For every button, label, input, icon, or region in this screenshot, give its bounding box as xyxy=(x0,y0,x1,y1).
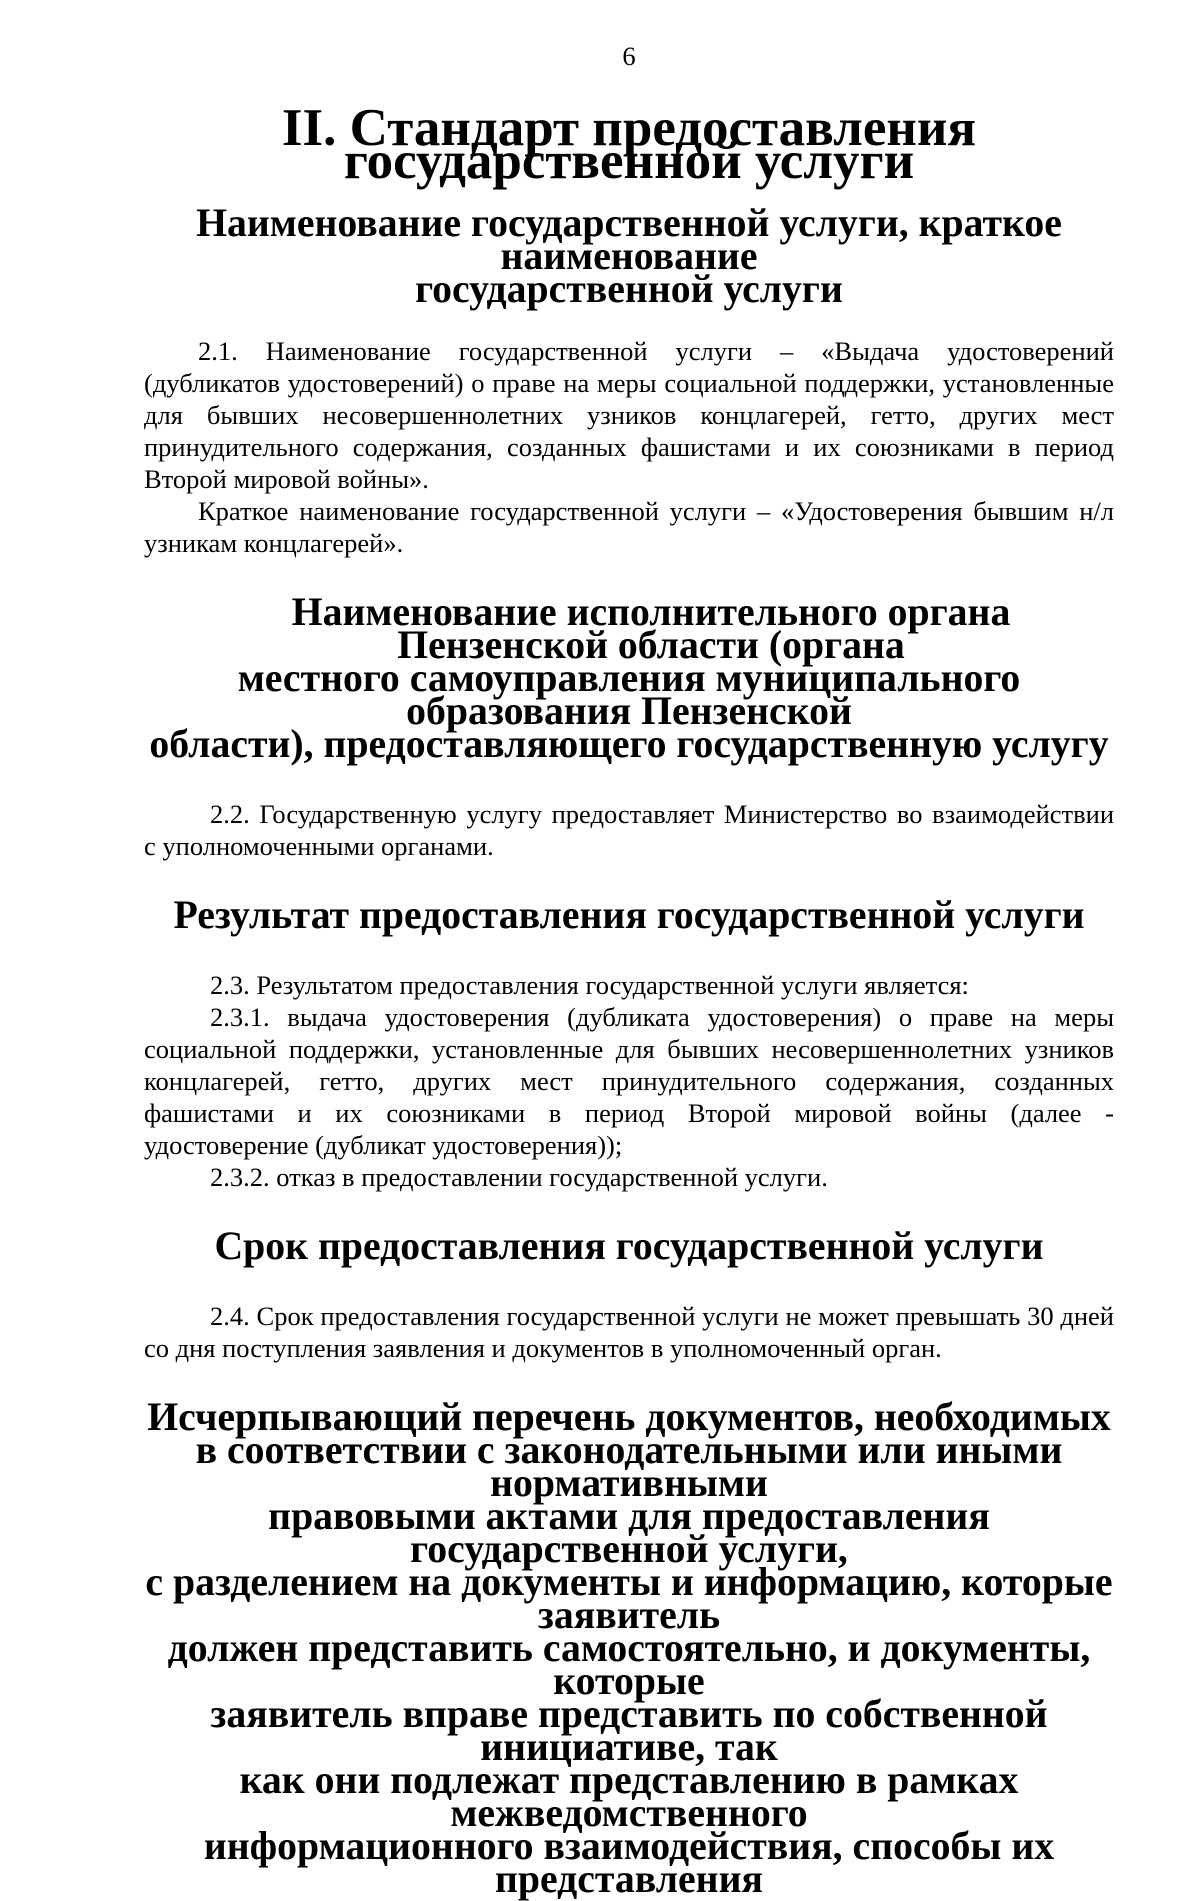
paragraph-2-3-2: 2.3.2. отказ в предоставлении государственной услуги. xyxy=(210,1162,828,1192)
heading-line: Наименование исполнительного органа Пензенской области (органа xyxy=(291,590,1011,667)
heading-line: Результат предоставления государственной услуги xyxy=(173,893,1085,937)
heading-line: с разделением на документы и информацию, которые заявитель xyxy=(145,1560,1113,1637)
paragraph-2-1: 2.1. Наименование государственной услуги – «Выдача удостоверений (дубликатов удостоверений) о праве на меры социальной поддержки, установленные для бывших несовершеннолетних узников концлагерей, гетто, других мест принудительного содержания, созданных фашистами и их союзниками в период Второй мировой войны». xyxy=(144,336,1114,494)
heading-line: в соответствии с законодательными или иными нормативными xyxy=(195,1428,1063,1505)
heading-line: области), предоставляющего государственную услугу xyxy=(149,722,1109,766)
page-number: 6 xyxy=(622,41,636,71)
section-title-text: II. Стандарт предоставления государственной услуги xyxy=(281,99,977,190)
heading-result xyxy=(144,893,1114,937)
heading-line: государственной услуги xyxy=(415,267,843,311)
paragraph-2-3: 2.3. Результатом предоставления государственной услуги является: xyxy=(210,970,969,1000)
paragraph-2-1-short-name: Краткое наименование государственной услуги – «Удостоверения бывшим н/л узникам концлагерей». xyxy=(144,496,1114,558)
heading-line: информационного взаимодействия, способы их представления xyxy=(203,1824,1055,1901)
heading-executive-organ xyxy=(144,590,1114,766)
heading-line: как они подлежат представлению в рамках межведомственного xyxy=(239,1758,1019,1835)
document-page xyxy=(144,36,1114,1901)
heading-line: правовыми актами для предоставления государственной услуги, xyxy=(268,1494,990,1571)
heading-line: должен представить самостоятельно, и документы, которые xyxy=(167,1626,1091,1703)
heading-line: Наименование государственной услуги, краткое наименование xyxy=(196,201,1062,278)
heading-documents-list xyxy=(144,1395,1114,1901)
paragraph-2-4: 2.4. Срок предоставления государственной услуги не может превышать 30 дней со дня поступления заявления и документов в уполномоченный орган. xyxy=(144,1301,1114,1363)
heading-line: заявитель вправе представить по собственной инициативе, так xyxy=(210,1692,1048,1769)
heading-line: Срок предоставления государственной услуги xyxy=(214,1224,1044,1268)
heading-line: Исчерпывающий перечень документов, необходимых xyxy=(147,1395,1111,1439)
heading-term xyxy=(144,1224,1114,1268)
section-title-standard xyxy=(144,99,1114,190)
paragraph-2-3-1: 2.3.1. выдача удостоверения (дубликата удостоверения) о праве на меры социальной поддержки, установленные для бывших несовершеннолетних узников концлагерей, гетто, других мест принудительного содержания, созданных фашистами и их союзниками в период Второй мировой войны (далее - удостоверение (дубликат удостоверения)); xyxy=(144,1002,1114,1160)
paragraph-2-2: 2.2. Государственную услугу предоставляет Министерство во взаимодействии с уполномоченными органами. xyxy=(144,799,1114,861)
heading-line: местного самоуправления муниципального образования Пензенской xyxy=(237,656,1021,733)
heading-service-name xyxy=(144,201,1114,311)
